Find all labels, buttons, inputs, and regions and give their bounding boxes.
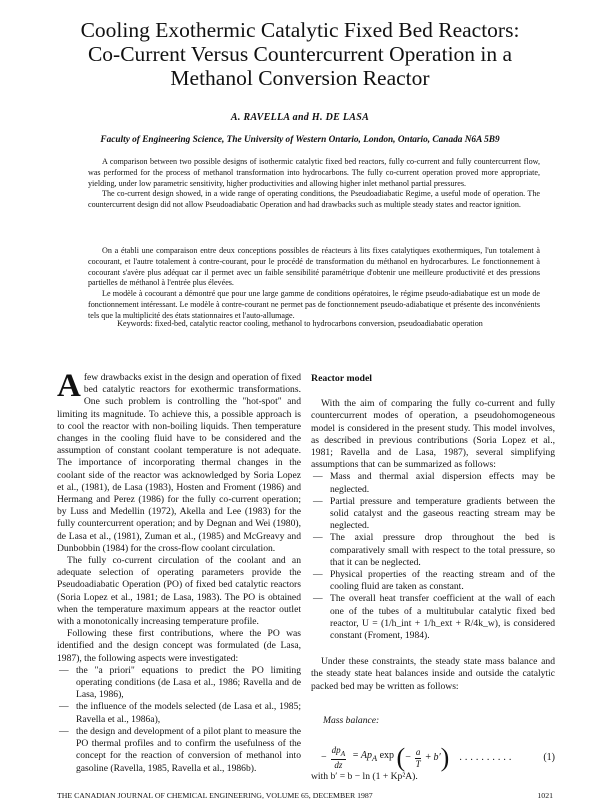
page-footer: [57, 791, 553, 800]
list-item: — The axial pressure drop throughout the bed is comparatively small with respect to the total pressure, so that it can be neglected.: [330, 532, 555, 569]
affiliation: Faculty of Engineering Science, The University of Western Ontario, London, Ontario, Canada N6A 5B9: [100, 135, 500, 145]
authors: A. RAVELLA and H. DE LASA: [230, 112, 370, 123]
equation-1: − $\frac{dp_A}{dz}$ = $Ap_A$ exp ( − $\frac{a}{T}$ + b′ ) .......... (1): [321, 743, 555, 773]
title-line: Methanol Conversion Reactor: [170, 66, 430, 90]
paragraph-text: few drawbacks exist in the design and operation of fixed bed catalytic reactors for exothermic transformations. One such problem is controlling the "hot-spot" and limiting its magnitude. To achieve this, a possible approach is to cool the reactor with non-boiling liquids. Then temperature changes in the cooling fluid have to be considered and the assumption of constant coolant temperature is not adequate. The importance of incorporating thermal changes in the coolant side of the reactor was acknowledged by Soria Lopez et al., (1981), de Lasa (1983), Hosten and Froment (1986) and Hermang and Perez (1986) for the fully co-current operation; by Luss and Medellin (1972), Akella and Lee (1983) for the fully countercurrent operation; and by Degnan and Wei (1980), de Lasa et al., (1981), Zuman et al., (1985) and McGreavy and Dunbobbin (1984) for the cross-flow coolant circulation.: [57, 372, 301, 554]
list-item: — the "a priori" equations to predict the PO limiting operating conditions (de Lasa et al., 1986; Ravella and de Lasa, 1986),: [76, 665, 301, 702]
list-item: — The overall heat transfer coefficient at the wall of each one of the tubes of a multitubular catalytic fixed bed reactor, U = (1/h_int + 1/h_ext + R/4k_w), is considered constant (Froment, 1984).: [330, 593, 555, 642]
equation-note: with b′ = b − ln (1 + Kp²A).: [311, 771, 418, 783]
paragraph: The fully co-current circulation of the coolant and an adequate selection of operating parameters provide the Pseudoadiabatic Operation (PO) of fixed bed catalytic reactors (Soria Lopez et al., 1981; de Lasa, 1983). The PO is obtained when the temperature maximum appears at the reactor outlet with a monotonically increasing temperature profile.: [57, 555, 301, 628]
list-item: — Mass and thermal axial dispersion effects may be neglected.: [330, 471, 555, 495]
paragraph: Following these first contributions, where the PO was identified and the design concept was formulated (de Lasa, 1987), the following aspects were investigated:: [57, 628, 301, 664]
list-item: — Partial pressure and temperature gradients between the solid catalyst and the gaseous reacting stream may be neglected.: [330, 496, 555, 533]
abstract-paragraph: On a établi une comparaison entre deux conceptions possibles de réacteurs à lits fixes catalytiques exothermiques, l'un totalement à cocourant, et l'autre totalement à contre-courant, pour le procédé de transformation du méthanol en hydrocarbures. Le fonctionnement à cocourant s'avère plus adéquat car il permet avec un faible sensibilité paramétrique d'obtenir une meilleure productivité et des pressions partielles de méthanol à l'entrée plus élevées.: [88, 246, 540, 288]
abstract-paragraph: The co-current design showed, in a wide range of operating conditions, the Pseudoadiabatic Regime, a useful mode of operation. The countercurrent design did not allow Pseudoadiabatic Operation and had drawbacks such as multiple steady states and reactor ignition.: [88, 189, 540, 210]
equation-number: (1): [543, 751, 555, 763]
right-column: [311, 373, 555, 783]
paragraph: With the aim of comparing the fully co-current and fully countercurrent modes of operation, a pseudohomogeneous model is considered in the present study. This model involves, as described in previous contributions (Soria Lopez et al., 1981; Ravella and de Lasa, 1987), several simplifying assumptions that can be summarized as follows:: [311, 398, 555, 471]
drop-cap: A: [57, 368, 81, 404]
title-line: Co-Current Versus Countercurrent Operation in a: [87, 42, 513, 66]
section-heading: Reactor model: [311, 373, 373, 384]
journal-citation: THE CANADIAN JOURNAL OF CHEMICAL ENGINEERING, VOLUME 65, DECEMBER 1987: [57, 791, 373, 800]
list-item: — the influence of the models selected (de Lasa et al., 1985; Ravella et al., 1986a),: [76, 701, 301, 725]
left-column: [57, 368, 301, 775]
page-number: 1021: [537, 791, 553, 800]
keywords: Keywords: fixed-bed, catalytic reactor cooling, methanol to hydrocarbons conversion, pseudoadiabatic operation: [117, 319, 483, 328]
assumptions-list: [311, 471, 555, 642]
list-item: — Physical properties of the reacting stream and of the cooling fluid are taken as constant.: [330, 569, 555, 593]
subheading: Mass balance:: [323, 714, 380, 726]
list-item: — the design and development of a pilot plant to measure the PO thermal profiles and to confirm the usefulness of the concept for the reaction of conversion of methanol into gasoline (Ravella, 1985, Ravella et al., 1986b).: [76, 726, 301, 775]
intro-paragraph: [57, 368, 301, 555]
abstract-paragraph: Le modèle à cocourant a démontré que pour une large gamme de conditions opératoires, le régime pseudo-adiabatique est un mode de fonctionnement intéressant. Le modèle à contre-courant ne permet pas de fonctionnement pseudo-adiabatique et présente des inconvénients tels que la multiplicité des états stationnaires et l'auto-allumage.: [88, 289, 540, 320]
paper-title: [40, 18, 560, 90]
paragraph: Under these constraints, the steady state mass balance and the steady state heat balances inside and outside the catalytic packed bed may be written as follows:: [311, 656, 555, 692]
title-line: Cooling Exothermic Catalytic Fixed Bed Reactors:: [80, 18, 520, 42]
abstract-french: [88, 246, 540, 322]
aspects-list: [57, 665, 301, 775]
abstract-paragraph: A comparison between two possible designs of isothermic catalytic fixed bed reactors, fully co-current and fully countercurrent flow, was performed for the process of methanol transformation into hydrocarbons. The fully co-current operation proved more appropriate, yielding, under low parametric sensitivity, higher productivities and allowing higher inlet methanol partial pressures.: [88, 157, 540, 188]
abstract-english: [88, 157, 540, 211]
